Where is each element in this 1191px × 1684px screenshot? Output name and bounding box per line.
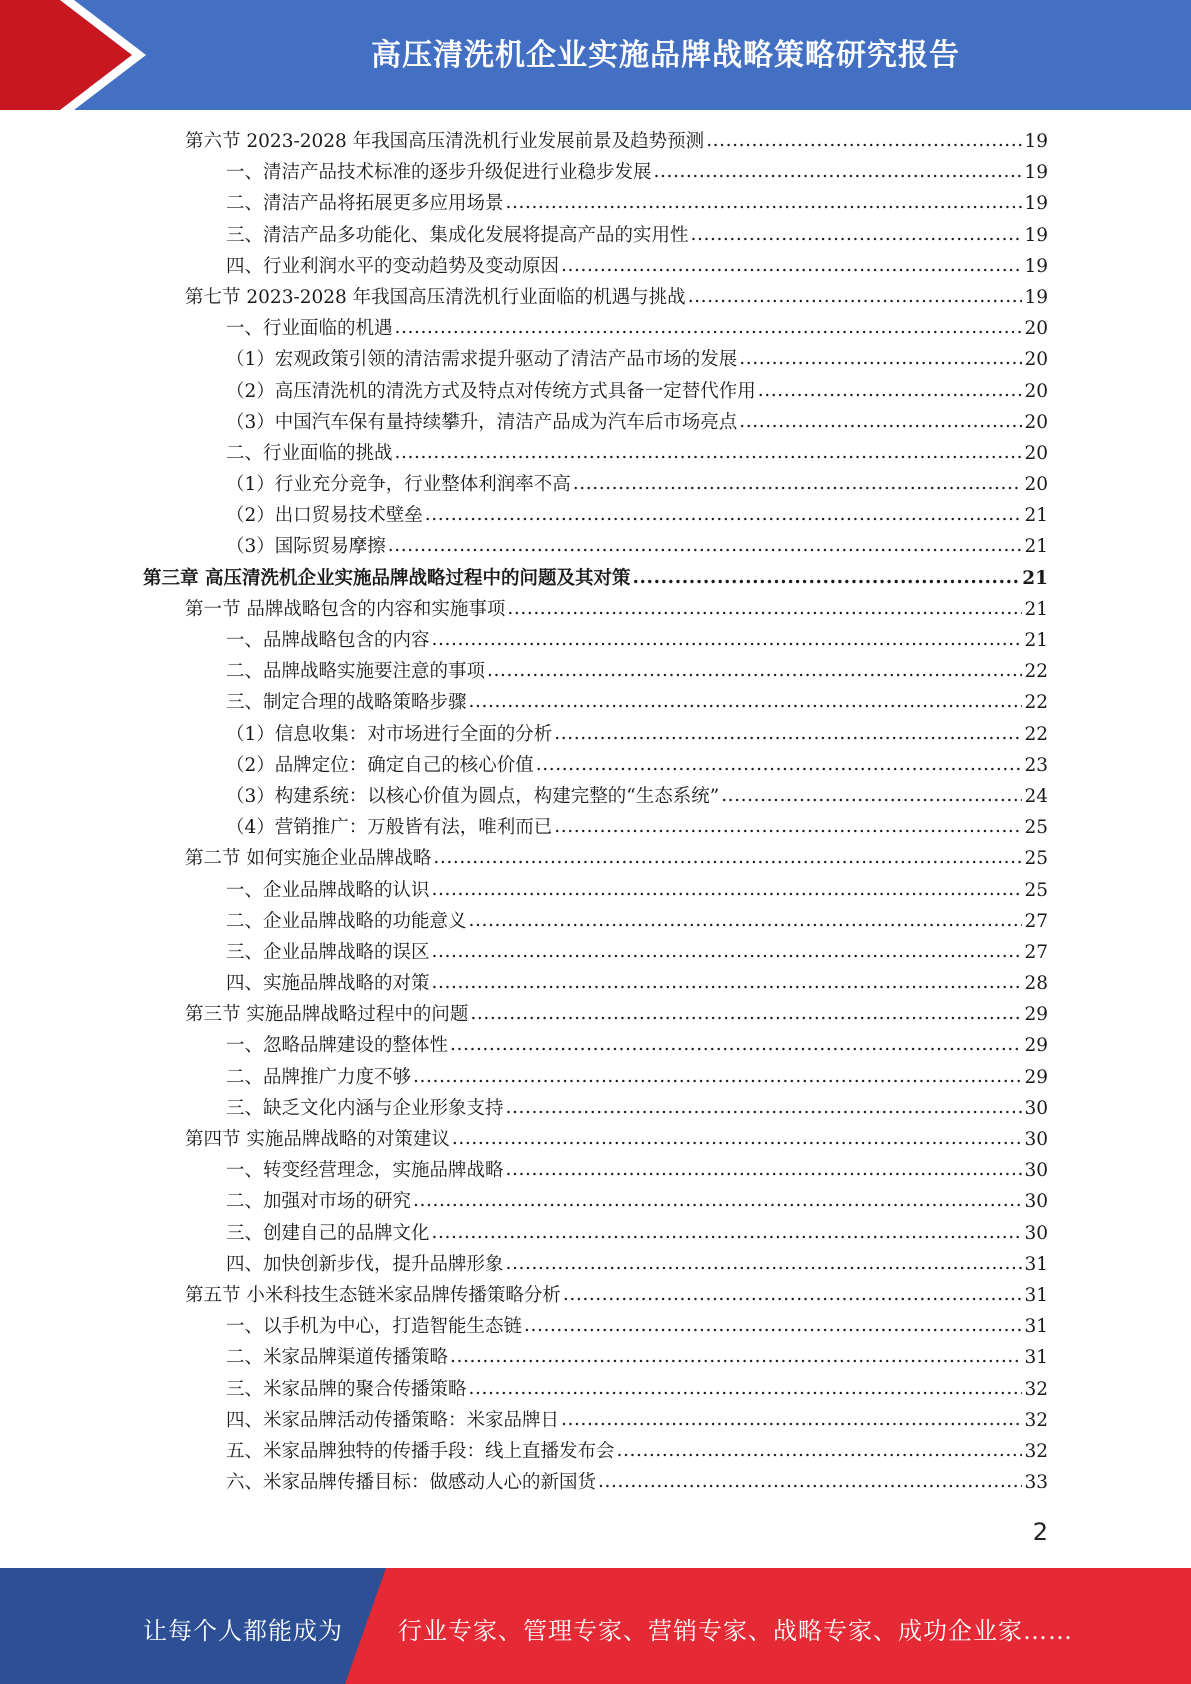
- toc-entry-page: 29: [1024, 1066, 1048, 1088]
- toc-entry[interactable]: [0, 376, 1191, 407]
- toc-entry[interactable]: [0, 1218, 1191, 1249]
- toc-dot-leader: [739, 343, 1022, 374]
- toc-dot-leader: [395, 312, 1023, 343]
- toc-entry-page: 25: [1024, 879, 1048, 901]
- toc-entry[interactable]: [0, 937, 1191, 968]
- toc-entry-page: 23: [1024, 754, 1048, 776]
- footer-slogan-left: 让每个人都能成为: [143, 1617, 343, 1645]
- toc-entry-page: 25: [1024, 848, 1048, 870]
- toc-entry-label: 二、米家品牌渠道传播策略: [226, 1347, 449, 1369]
- toc-entry-label: 二、品牌推广力度不够: [226, 1066, 412, 1088]
- toc-dot-leader: [432, 967, 1023, 998]
- toc-dot-leader: [506, 1154, 1023, 1185]
- toc-entry[interactable]: [0, 313, 1191, 344]
- toc-entry-page: 30: [1024, 1160, 1048, 1182]
- toc-dot-leader: [721, 780, 1022, 811]
- toc-entry[interactable]: [0, 1467, 1191, 1498]
- toc-dot-leader: [706, 125, 1022, 156]
- toc-dot-leader: [469, 1373, 1023, 1404]
- toc-entry[interactable]: [0, 1405, 1191, 1436]
- toc-entry-page: 28: [1024, 973, 1048, 995]
- toc-dot-leader: [507, 593, 1022, 624]
- toc-dot-leader: [758, 375, 1023, 406]
- toc-entry-label: 二、企业品牌战略的功能意义: [226, 910, 467, 932]
- toc-entry[interactable]: [0, 531, 1191, 562]
- toc-entry-label: 一、忽略品牌建设的整体性: [226, 1035, 449, 1057]
- toc-entry[interactable]: [0, 843, 1191, 874]
- toc-dot-leader: [573, 468, 1023, 499]
- toc-entry-page: 31: [1024, 1316, 1048, 1338]
- toc-entry-page: 22: [1024, 661, 1048, 683]
- toc-entry-page: 30: [1024, 1129, 1048, 1150]
- toc-entry-label: （4）营销推广：万般皆有法，唯利而已: [226, 817, 553, 839]
- toc-entry-page: 29: [1024, 1004, 1048, 1026]
- toc-dot-leader: [598, 1466, 1022, 1497]
- toc-entry-label: 第四节 实施品牌战略的对策建议: [185, 1129, 450, 1150]
- toc-entry-page: 31: [1024, 1253, 1048, 1275]
- toc-entry-label: 一、品牌战略包含的内容: [226, 630, 430, 651]
- toc-entry-page: 19: [1024, 255, 1048, 277]
- header-arrow-decoration: [0, 0, 160, 110]
- toc-entry[interactable]: [0, 344, 1191, 375]
- toc-entry-page: 27: [1024, 910, 1048, 932]
- toc-entry-page: 25: [1024, 817, 1048, 839]
- toc-entry-label: 二、清洁产品将拓展更多应用场景: [226, 193, 504, 215]
- toc-dot-leader: [432, 874, 1023, 905]
- toc-entry[interactable]: [0, 407, 1191, 438]
- report-title: 高压清洗机企业实施品牌战略策略研究报告: [371, 38, 960, 73]
- toc-entry[interactable]: [0, 1342, 1191, 1373]
- toc-entry[interactable]: [0, 812, 1191, 843]
- toc-entry[interactable]: [0, 1280, 1191, 1311]
- toc-entry-page: 19: [1024, 286, 1048, 308]
- toc-entry-label: 一、以手机为中心，打造智能生态链: [226, 1316, 523, 1338]
- toc-entry[interactable]: [0, 1436, 1191, 1467]
- toc-entry-label: 四、加快创新步伐，提升品牌形象: [226, 1253, 504, 1275]
- toc-entry-label: 二、品牌战略实施要注意的事项: [226, 661, 486, 683]
- toc-entry-page: 33: [1024, 1472, 1048, 1494]
- toc-entry[interactable]: [0, 719, 1191, 750]
- toc-entry[interactable]: [0, 999, 1191, 1030]
- toc-entry-label: （3）国际贸易摩擦: [226, 536, 386, 558]
- toc-dot-leader: [506, 1092, 1023, 1123]
- toc-dot-leader: [632, 562, 1020, 593]
- toc-dot-leader: [470, 998, 1022, 1029]
- toc-dot-leader: [469, 686, 1023, 717]
- toc-entry[interactable]: [0, 220, 1191, 251]
- toc-entry-label: 第一节 品牌战略包含的内容和实施事项: [185, 598, 506, 620]
- toc-dot-leader: [654, 156, 1023, 187]
- toc-entry[interactable]: [0, 563, 1191, 594]
- page-footer: [0, 1568, 1191, 1684]
- toc-entry[interactable]: [0, 625, 1191, 656]
- toc-entry-label: （3）中国汽车保有量持续攀升，清洁产品成为汽车后市场亮点: [226, 411, 738, 433]
- toc-dot-leader: [688, 281, 1023, 312]
- toc-dot-leader: [563, 1279, 1023, 1310]
- toc-entry[interactable]: [0, 126, 1191, 157]
- toc-dot-leader: [432, 624, 1023, 655]
- toc-entry-page: 32: [1024, 1440, 1048, 1462]
- toc-dot-leader: [432, 936, 1023, 967]
- toc-dot-leader: [469, 905, 1023, 936]
- toc-entry-page: 30: [1024, 1191, 1048, 1213]
- toc-dot-leader: [554, 718, 1022, 749]
- toc-dot-leader: [487, 655, 1022, 686]
- toc-entry-page: 22: [1024, 692, 1048, 714]
- toc-entry-page: 21: [1024, 598, 1048, 620]
- toc-entry-label: 三、制定合理的战略策略步骤: [226, 692, 467, 714]
- toc-entry[interactable]: [0, 875, 1191, 906]
- toc-entry-page: 30: [1024, 1097, 1048, 1119]
- toc-entry-label: 三、缺乏文化内涵与企业形象支持: [226, 1097, 504, 1119]
- toc-dot-leader: [425, 499, 1023, 530]
- toc-entry-label: 一、企业品牌战略的认识: [226, 879, 430, 901]
- toc-entry-label: （3）构建系统：以核心价值为圆点，构建完整的“生态系统”: [226, 785, 720, 807]
- toc-entry-label: （1）宏观政策引领的清洁需求提升驱动了清洁产品市场的发展: [226, 349, 738, 371]
- toc-entry[interactable]: [0, 469, 1191, 500]
- toc-entry[interactable]: [0, 656, 1191, 687]
- toc-entry-page: 19: [1024, 193, 1048, 215]
- toc-entry-label: 三、创建自己的品牌文化: [226, 1222, 430, 1244]
- toc-dot-leader: [617, 1435, 1023, 1466]
- toc-entry[interactable]: [0, 251, 1191, 282]
- toc-dot-leader: [524, 1310, 1022, 1341]
- toc-entry-page: 19: [1024, 224, 1048, 246]
- toc-dot-leader: [432, 1217, 1023, 1248]
- toc-entry-label: 三、企业品牌战略的误区: [226, 941, 430, 963]
- toc-entry-label: 二、加强对市场的研究: [226, 1191, 412, 1213]
- toc-dot-leader: [506, 187, 1023, 218]
- toc-entry[interactable]: [0, 1374, 1191, 1405]
- toc-dot-leader: [450, 1029, 1022, 1060]
- toc-entry[interactable]: [0, 1311, 1191, 1342]
- toc-entry[interactable]: [0, 438, 1191, 469]
- toc-entry-label: 第七节 2023-2028 年我国高压清洗机行业面临的机遇与挑战: [185, 286, 686, 308]
- toc-dot-leader: [395, 437, 1023, 468]
- toc-entry-label: 六、米家品牌传播目标：做感动人心的新国货: [226, 1472, 597, 1494]
- toc-entry-label: （1）行业充分竞争，行业整体利润率不高: [226, 474, 571, 496]
- toc-entry[interactable]: [0, 906, 1191, 937]
- toc-entry-label: 四、米家品牌活动传播策略：米家品牌日: [226, 1409, 560, 1431]
- toc-entry-page: 19: [1024, 131, 1048, 152]
- page-header: [0, 0, 1191, 110]
- toc-entry[interactable]: [0, 282, 1191, 313]
- toc-entry-label: 五、米家品牌独特的传播手段：线上直播发布会: [226, 1440, 615, 1462]
- toc-dot-leader: [388, 530, 1023, 561]
- toc-entry-label: 四、实施品牌战略的对策: [226, 973, 430, 995]
- toc-entry-page: 20: [1024, 318, 1048, 340]
- toc-entry-page: 30: [1024, 1222, 1048, 1244]
- toc-dot-leader: [506, 1248, 1023, 1279]
- toc-entry-label: 四、行业利润水平的变动趋势及变动原因: [226, 255, 560, 277]
- toc-entry[interactable]: [0, 687, 1191, 718]
- toc-entry-label: （1）信息收集：对市场进行全面的分析: [226, 723, 553, 745]
- toc-entry-page: 32: [1024, 1378, 1048, 1400]
- toc-entry-page: 21: [1024, 536, 1048, 558]
- toc-dot-leader: [413, 1061, 1022, 1092]
- toc-dot-leader: [452, 1123, 1023, 1154]
- toc-entry-label: 第三章 高压清洗机企业实施品牌战略过程中的问题及其对策: [143, 567, 631, 589]
- toc-entry-label: 第六节 2023-2028 年我国高压清洗机行业发展前景及趋势预测: [185, 131, 705, 152]
- toc-dot-leader: [433, 842, 1022, 873]
- toc-entry[interactable]: [0, 781, 1191, 812]
- table-of-contents: [0, 126, 1191, 1498]
- toc-entry[interactable]: [0, 188, 1191, 219]
- toc-entry[interactable]: [0, 1155, 1191, 1186]
- toc-entry-page: 32: [1024, 1409, 1048, 1431]
- page-number: 2: [1032, 1518, 1048, 1546]
- footer-slogan-right: 行业专家、管理专家、营销专家、战略专家、成功企业家……: [398, 1617, 1073, 1645]
- toc-dot-leader: [561, 250, 1022, 281]
- toc-entry-label: 第二节 如何实施企业品牌战略: [185, 848, 432, 870]
- toc-entry-page: 24: [1024, 785, 1048, 807]
- toc-entry[interactable]: [0, 1030, 1191, 1061]
- toc-entry-page: 22: [1024, 723, 1048, 745]
- toc-entry-label: 第三节 实施品牌战略过程中的问题: [185, 1004, 469, 1026]
- toc-entry[interactable]: [0, 594, 1191, 625]
- toc-dot-leader: [450, 1341, 1022, 1372]
- toc-entry[interactable]: [0, 1124, 1191, 1155]
- toc-entry[interactable]: [0, 500, 1191, 531]
- toc-dot-leader: [691, 219, 1023, 250]
- toc-entry-page: 21: [1024, 505, 1048, 527]
- toc-entry[interactable]: [0, 1186, 1191, 1217]
- toc-entry-page: 21: [1022, 567, 1048, 589]
- toc-entry-page: 20: [1024, 442, 1048, 464]
- toc-entry[interactable]: [0, 1093, 1191, 1124]
- toc-dot-leader: [561, 1404, 1022, 1435]
- toc-entry-page: 20: [1024, 349, 1048, 371]
- toc-dot-leader: [554, 811, 1022, 842]
- toc-entry-page: 21: [1024, 630, 1048, 651]
- toc-entry[interactable]: [0, 1062, 1191, 1093]
- toc-entry-label: 三、清洁产品多功能化、集成化发展将提高产品的实用性: [226, 224, 689, 246]
- toc-entry-page: 29: [1024, 1035, 1048, 1057]
- toc-entry[interactable]: [0, 157, 1191, 188]
- toc-entry[interactable]: [0, 968, 1191, 999]
- toc-dot-leader: [739, 406, 1022, 437]
- toc-entry-label: （2）出口贸易技术壁垒: [226, 505, 423, 527]
- toc-entry-label: 三、米家品牌的聚合传播策略: [226, 1378, 467, 1400]
- toc-entry-label: （2）高压清洗机的清洗方式及特点对传统方式具备一定替代作用: [226, 380, 756, 402]
- toc-dot-leader: [413, 1185, 1022, 1216]
- toc-entry-page: 27: [1024, 941, 1048, 963]
- toc-dot-leader: [536, 749, 1023, 780]
- toc-entry-label: 一、转变经营理念，实施品牌战略: [226, 1160, 504, 1182]
- toc-entry-page: 31: [1024, 1347, 1048, 1369]
- toc-entry-label: 一、行业面临的机遇: [226, 318, 393, 340]
- toc-entry[interactable]: [0, 1249, 1191, 1280]
- toc-entry-label: 第五节 小米科技生态链米家品牌传播策略分析: [185, 1284, 561, 1306]
- toc-entry-page: 20: [1024, 380, 1048, 402]
- toc-entry-page: 31: [1024, 1284, 1048, 1306]
- toc-entry-page: 20: [1024, 474, 1048, 496]
- toc-entry-page: 19: [1024, 162, 1048, 184]
- toc-entry-label: 二、行业面临的挑战: [226, 442, 393, 464]
- toc-entry-label: 一、清洁产品技术标准的逐步升级促进行业稳步发展: [226, 162, 652, 184]
- toc-entry-label: （2）品牌定位：确定自己的核心价值: [226, 754, 534, 776]
- toc-entry[interactable]: [0, 750, 1191, 781]
- toc-entry-page: 20: [1024, 411, 1048, 433]
